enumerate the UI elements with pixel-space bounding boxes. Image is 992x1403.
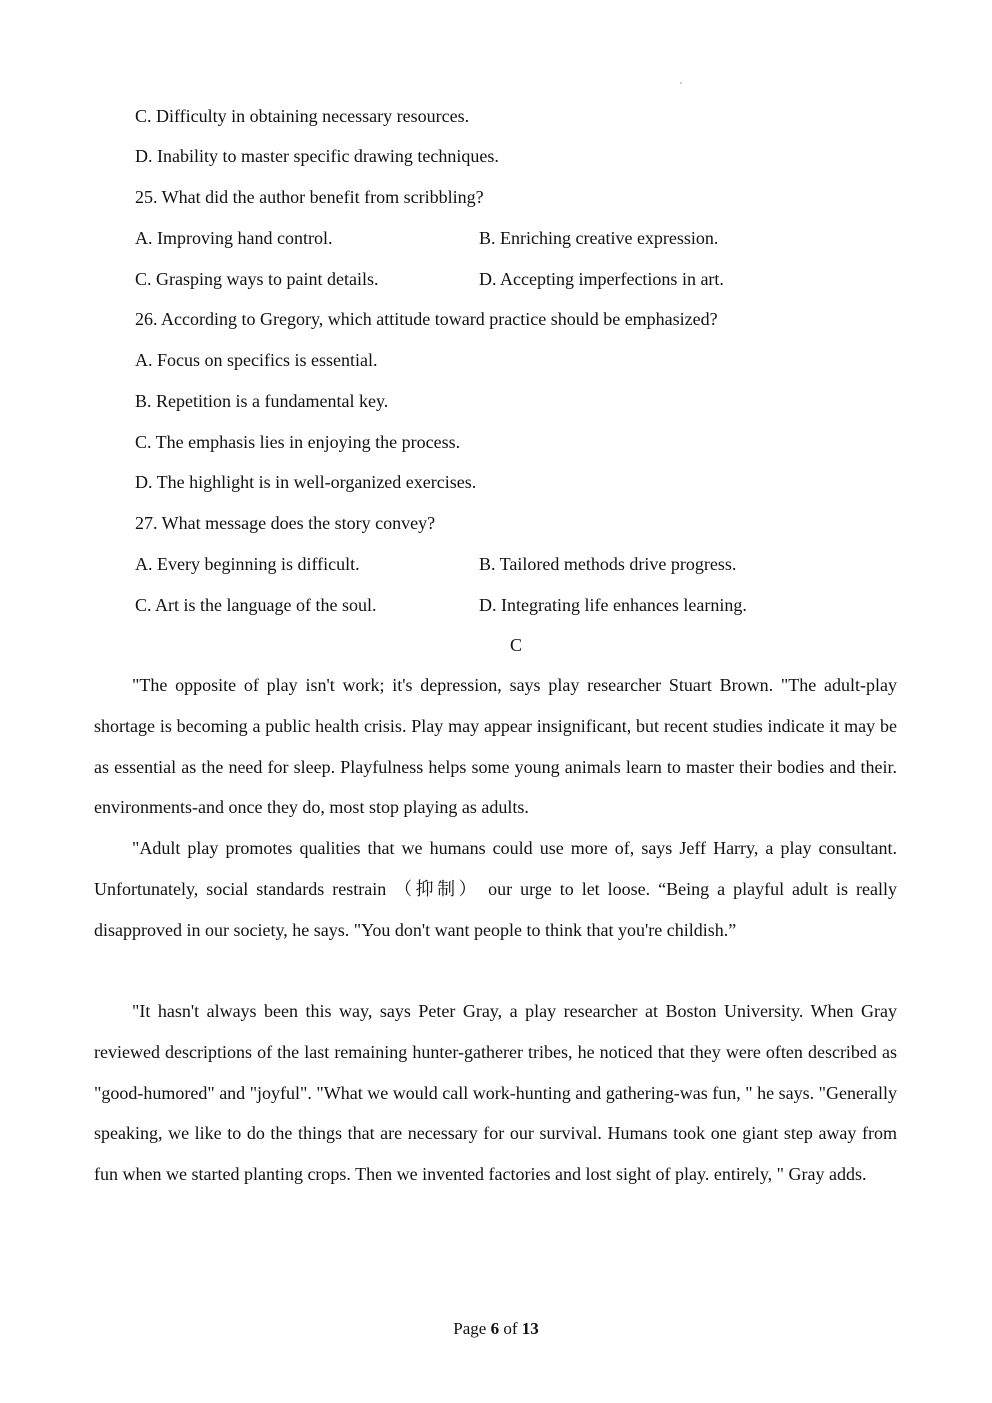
- footer-current-page: 6: [490, 1319, 500, 1338]
- q26-option-b: B. Repetition is a fundamental key.: [135, 391, 389, 411]
- q27-option-c: C. Art is the language of the soul.: [135, 595, 377, 615]
- q26-stem: 26. According to Gregory, which attitude toward practice should be emphasized?: [135, 309, 718, 329]
- q25-option-a: A. Improving hand control.: [135, 228, 333, 248]
- q27-option-a: A. Every beginning is difficult.: [135, 554, 360, 574]
- q27-option-b: B. Tailored methods drive progress.: [479, 554, 737, 574]
- footer-of: of: [503, 1319, 518, 1338]
- passage-paragraph-1: [94, 665, 897, 828]
- paragraph-3-text: "It hasn't always been this way, says Peter Gray, a play researcher at Boston University. When Gray reviewed descriptions of the last remaining hunter-gatherer tribes, he noticed that they were often described as "good-humored" and "joyful". "What we would call work-hunting and gathering-was fun, " he says. "Generally speaking, we like to do the things that are necessary for our survival. Humans took one giant step away from fun when we started planting crops. Then we invented factories and lost sight of play. entirely, " Gray adds.: [94, 1001, 897, 1185]
- q24-option-d: D. Inability to master specific drawing techniques.: [135, 146, 499, 166]
- footer-total-pages: 13: [521, 1319, 539, 1338]
- q27-option-d: D. Integrating life enhances learning.: [479, 595, 747, 615]
- passage-paragraph-3: [94, 991, 897, 1195]
- q27-stem: 27. What message does the story convey?: [135, 513, 436, 533]
- q24-option-c: C. Difficulty in obtaining necessary resources.: [135, 106, 470, 126]
- q26-option-d: D. The highlight is in well-organized exercises.: [135, 472, 477, 492]
- q25-option-d: D. Accepting imperfections in art.: [479, 269, 724, 289]
- paragraph-1-text: "The opposite of play isn't work; it's depression, says play researcher Stuart Brown. "The adult-play shortage is becoming a public health crisis. Play may appear insignificant, but recent studies indicate it may be as essential as the need for sleep. Playfulness helps some young animals learn to master their bodies and their. environments-and once they do, most stop playing as adults.: [94, 675, 897, 818]
- scan-speck: [680, 82, 682, 84]
- passage-paragraph-2: [94, 828, 897, 950]
- q25-option-b: B. Enriching creative expression.: [479, 228, 719, 248]
- paragraph-2-text: "Adult play promotes qualities that we humans could use more of, says Jeff Harry, a play consultant. Unfortunately, social standards restrain （抑制） our urge to let loose. “Being a playful adult is really disapproved in our society, he says. "You don't want people to think that you're childish.”: [94, 838, 897, 940]
- section-heading: C: [509, 635, 522, 655]
- q26-option-c: C. The emphasis lies in enjoying the process.: [135, 432, 461, 452]
- q25-stem: 25. What did the author benefit from scribbling?: [135, 187, 484, 207]
- page-footer: [0, 1319, 992, 1339]
- q25-option-c: C. Grasping ways to paint details.: [135, 269, 379, 289]
- q26-option-a: A. Focus on specifics is essential.: [135, 350, 378, 370]
- footer-prefix: Page: [453, 1319, 487, 1338]
